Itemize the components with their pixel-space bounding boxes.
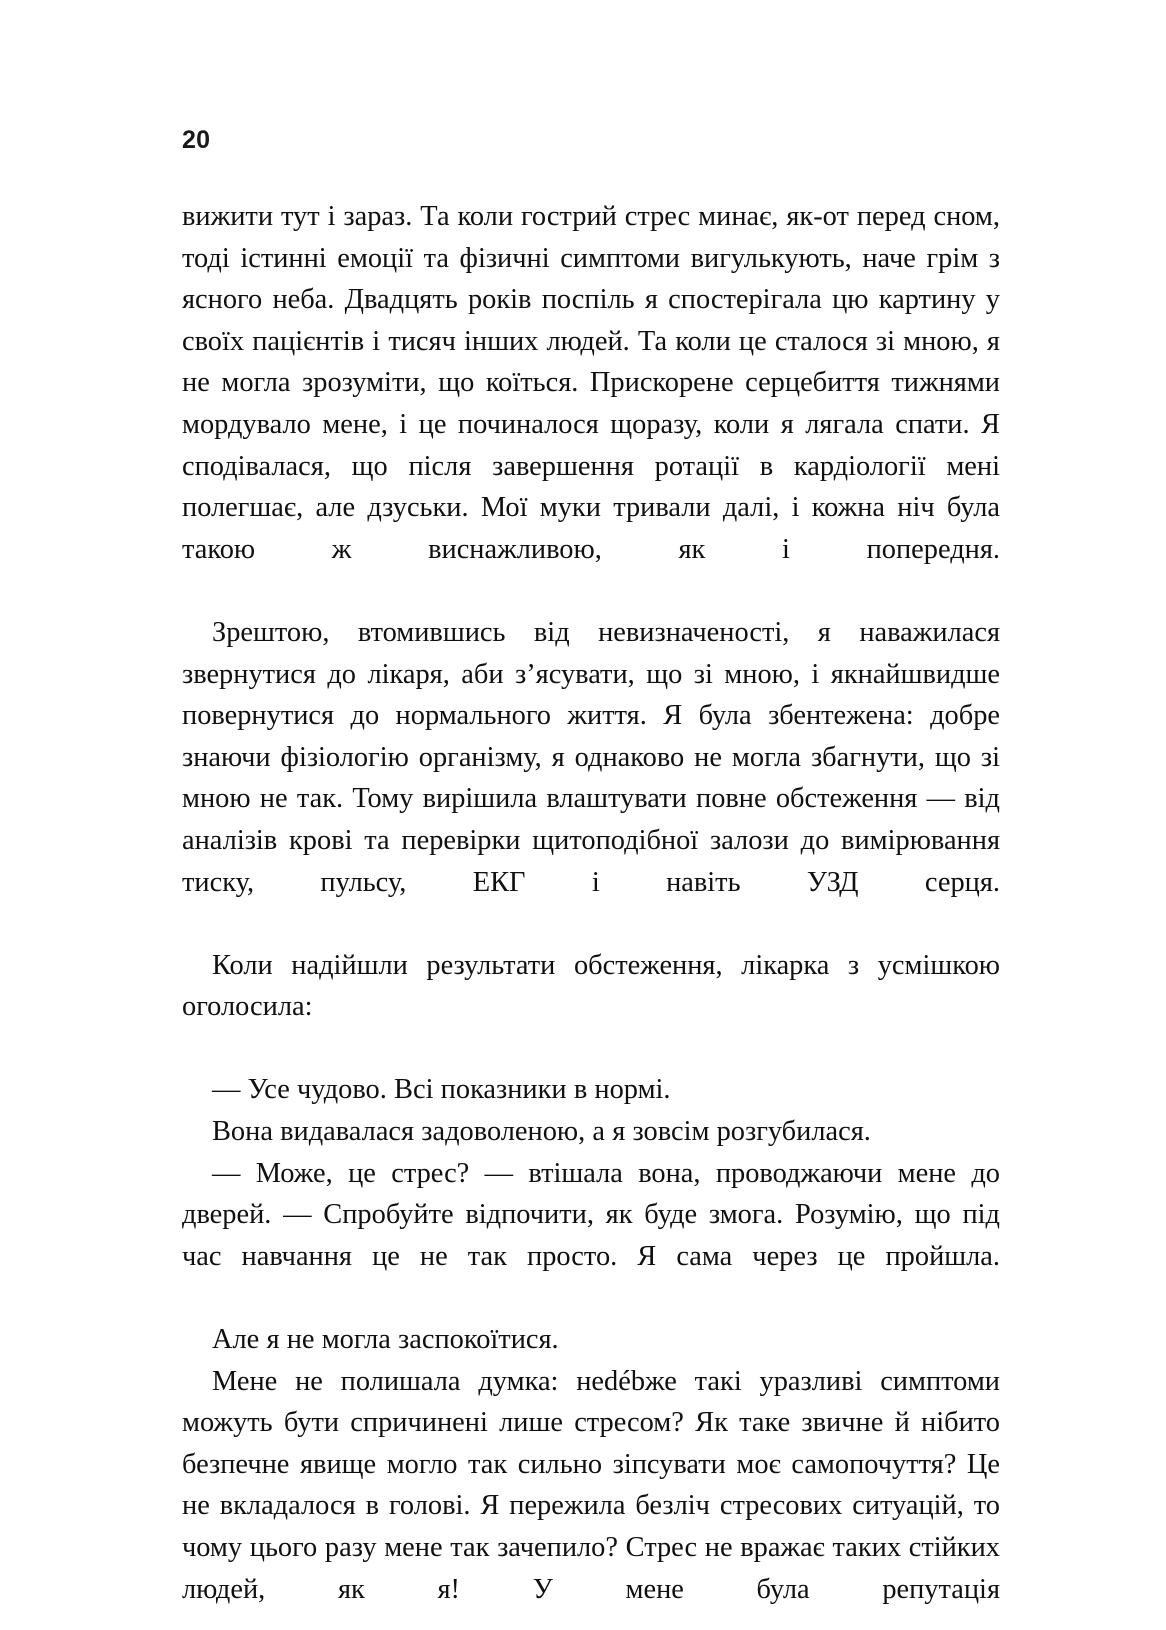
dialogue-line: — Може, це стрес? — втішала вона, проводжаючи мене до дверей. — Спробуйте відпочити, як буде змога. Розумію, що під час навчання це не так просто. Я сама через це пройшла. (182, 1157, 1000, 1272)
paragraph: Але я не могла заспокоїтися. (212, 1324, 559, 1356)
dialogue-line: — Усе чудово. Всі показники в нормі. (212, 1074, 671, 1106)
paragraph: Вона видавалася задоволеною, а я зовсім розгубилася. (212, 1116, 871, 1148)
paragraph-continued: вижити тут і зараз. Та коли гострий стрес минає, як-от перед сном, тоді істинні емоції та фізичні симптоми вигулькують, наче грім з ясного неба. Двадцять років поспіль я спостерігала цю картину у своїх пацієнтів і тисяч інших людей. Та коли це сталося зі мною, я не могла зрозуміти, що коїться. Прискорене серцебиття тижнями мордувало мене, і це починалося щоразу, коли я лягала спати. Я сподівалася, що після завершення ротації в кардіології мені полегшає, але дзуськи. Мої муки тривали далі, і кожна ніч була такою ж виснажливою, як і попередня. (182, 201, 1000, 565)
paragraph: Зрештою, втомившись від невизначеності, я наважилася звернутися до лікаря, аби з’ясувати, що зі мною, і якнайшвидше повернутися до нормального життя. Я була збентежена: добре знаючи фізіологію організму, я однаково не могла збагнути, що зі мною не так. Тому вирішила влаштувати повне обстеження — від аналізів крові та перевірки щитоподібної залози до вимірювання тиску, пульсу, ЕКГ і навіть УЗД серця. (182, 616, 1000, 898)
paragraph: Мене не полишала думка: неdébже такі уразливі симптоми можуть бути спричинені лише стресом? Як таке звичне й нібито безпечне явище могло так сильно зіпсувати моє самопочуття? Це не вкладалося в голові. Я пережила безліч стресових ситуацій, то чому цього разу мене так зачепило? Стрес не вражає таких стійких людей, як я! У мене була репутація (182, 1365, 1000, 1605)
paragraph: Коли надійшли результати обстеження, лікарка з усмішкою оголосила: (182, 949, 1000, 1023)
body-text-column (182, 196, 1000, 1630)
page-number: 20 (182, 126, 211, 154)
